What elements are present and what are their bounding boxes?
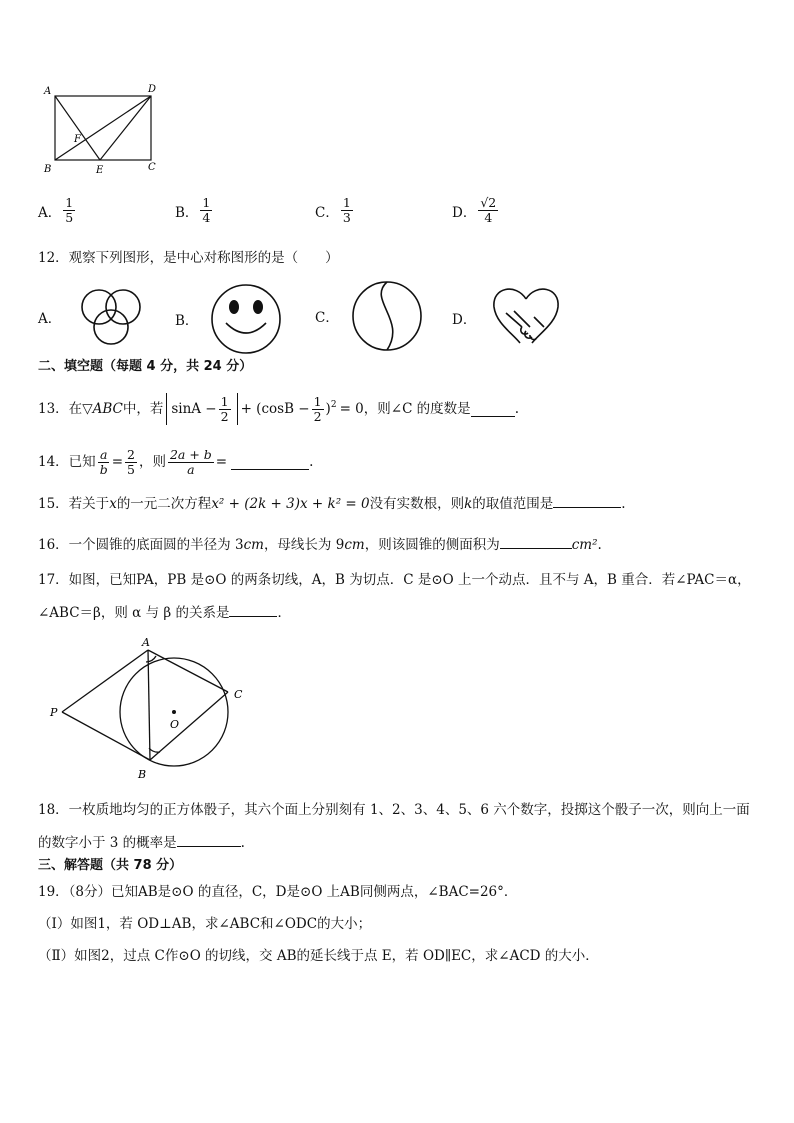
numerator: 2a + b bbox=[169, 446, 212, 462]
option-label: C． bbox=[315, 310, 339, 326]
q11-option-b bbox=[175, 196, 214, 225]
period: ． bbox=[277, 605, 291, 621]
label-O: O bbox=[170, 718, 180, 731]
exponent: 2 bbox=[330, 400, 337, 410]
section-2-heading: 二、填空题（每题 4 分，共 24 分） bbox=[38, 359, 253, 374]
option-label: C． bbox=[315, 204, 339, 221]
q12-stem: 12．观察下列图形，是中心对称图形的是（ ） bbox=[38, 250, 339, 266]
numerator: 2 bbox=[127, 446, 135, 462]
equals: = bbox=[111, 454, 124, 470]
q15-prefix: 15．若关于 bbox=[38, 496, 110, 512]
q16-prefix: 16．一个圆锥的底面圆的半径为 3 bbox=[38, 537, 244, 553]
denominator: 5 bbox=[65, 210, 74, 225]
denominator: 4 bbox=[202, 210, 211, 225]
q17-line2 bbox=[38, 602, 291, 623]
yin-yang-icon bbox=[349, 280, 425, 352]
q15-text: 的一元二次方程 bbox=[116, 496, 212, 512]
q18-text: 的数字小于 3 的概率是 bbox=[38, 835, 177, 851]
cos-expr: + (cosB − bbox=[240, 401, 310, 417]
numerator: a bbox=[99, 446, 108, 462]
q14-text: ，则 bbox=[138, 454, 166, 470]
option-label: B． bbox=[175, 313, 199, 329]
q11-option-d bbox=[452, 196, 500, 225]
answer-blank[interactable] bbox=[471, 402, 515, 417]
q12-option-b bbox=[175, 283, 284, 355]
label-F: F bbox=[74, 134, 81, 145]
equals: = bbox=[215, 454, 228, 470]
unit: cm bbox=[243, 537, 264, 553]
q15 bbox=[38, 493, 626, 514]
label-B: B bbox=[138, 768, 147, 781]
q14-prefix: 14．已知 bbox=[38, 454, 96, 470]
label-C: C bbox=[234, 688, 243, 701]
unit: cm bbox=[344, 537, 365, 553]
answer-blank[interactable] bbox=[177, 832, 241, 847]
label-A: A bbox=[44, 86, 52, 97]
denominator: 5 bbox=[127, 461, 135, 477]
q17-text: ∠ABC＝β，则 α 与 β 的关系是 bbox=[38, 605, 230, 621]
unit: cm² bbox=[571, 537, 598, 553]
answer-blank[interactable] bbox=[500, 534, 572, 549]
q11-option-a bbox=[38, 196, 77, 225]
option-label: A． bbox=[38, 204, 62, 221]
var-k: k bbox=[464, 496, 473, 512]
q19-part2: （Ⅱ）如图2，过点 C作⊙O 的切线，交 AB的延长线于点 E，若 OD∥EC，求∠ACD 的大小． bbox=[38, 948, 599, 964]
q16 bbox=[38, 534, 602, 555]
q16-text: ，则该圆锥的侧面积为 bbox=[364, 537, 500, 553]
q18-line1: 18．一枚质地均匀的正方体骰子，其六个面上分别刻有 1、2、3、4、5、6 六个数字，投掷这个骰子一次，则向上一面 bbox=[38, 802, 750, 818]
sin-expr: sinA − bbox=[171, 401, 217, 417]
label-B: B bbox=[44, 164, 52, 175]
equation: x² + (2k + 3)x + k² = 0 bbox=[211, 496, 370, 512]
heart-handshake-icon bbox=[486, 283, 566, 353]
option-label: A． bbox=[38, 311, 62, 327]
q12-option-c bbox=[315, 280, 425, 352]
q18-line2 bbox=[38, 832, 245, 853]
denominator: 4 bbox=[484, 210, 493, 225]
smiley-face-icon bbox=[208, 283, 284, 355]
option-label: D． bbox=[452, 312, 477, 328]
q17-line1: 17．如图，已知PA，PB 是⊙O 的两条切线，A，B 为切点．C 是⊙O 上一个动点．且不与 A，B 重合．若∠PAC＝α， bbox=[38, 572, 751, 588]
trefoil-icon bbox=[71, 285, 151, 349]
denominator: 2 bbox=[220, 408, 229, 424]
numerator: 1 bbox=[342, 195, 351, 210]
answer-blank[interactable] bbox=[229, 602, 277, 617]
period: . bbox=[514, 401, 519, 417]
label-C: C bbox=[148, 162, 156, 173]
denominator: b bbox=[99, 461, 108, 477]
q19-part1: （Ⅰ）如图1，若 OD⊥AB，求∠ABC和∠ODC的大小； bbox=[38, 916, 372, 932]
denominator: 2 bbox=[313, 408, 322, 424]
numerator: 1 bbox=[65, 195, 74, 210]
denominator: 3 bbox=[342, 210, 351, 225]
circle-tangent-figure bbox=[40, 632, 260, 782]
period: . bbox=[621, 496, 626, 512]
q13-text: 中，若 bbox=[122, 401, 164, 417]
option-label: B． bbox=[175, 204, 199, 221]
label-D: D bbox=[148, 84, 157, 95]
option-label: D． bbox=[452, 204, 477, 221]
triangle-abc: ▽ABC bbox=[82, 401, 123, 417]
period: . bbox=[309, 454, 314, 470]
period: . bbox=[240, 835, 245, 851]
answer-blank[interactable] bbox=[231, 455, 309, 470]
q15-text: 的取值范围是 bbox=[472, 496, 554, 512]
label-A: A bbox=[142, 636, 150, 649]
numerator: 1 bbox=[202, 195, 211, 210]
abs-value bbox=[166, 393, 237, 425]
numerator: 1 bbox=[313, 393, 322, 409]
q13-question: = 0，则∠C 的度数是 bbox=[339, 401, 471, 417]
label-P: P bbox=[50, 706, 58, 719]
q12-option-d bbox=[452, 283, 566, 353]
q16-text: ，母线长为 9 bbox=[263, 537, 345, 553]
q13-prefix: 13．在 bbox=[38, 401, 83, 417]
section-3-heading: 三、解答题（共 78 分） bbox=[38, 858, 183, 873]
q13: 13．在 ▽ABC 中，若 sinA − $\frac{1}{2}$ + (cosB − $\frac{1}{2}$ ) $^2$ = 0，则∠C 的度数是 . bbox=[38, 393, 519, 424]
q15-text: 没有实数根，则 bbox=[369, 496, 465, 512]
q19-line1: 19．（8分）已知AB是⊙O 的直径，C，D是⊙O 上AB同侧两点，∠BAC=26°． bbox=[38, 884, 518, 900]
q14 bbox=[38, 445, 313, 479]
var-x: x bbox=[109, 496, 117, 512]
label-E: E bbox=[96, 165, 104, 176]
period: . bbox=[597, 537, 602, 553]
numerator: √2 bbox=[480, 195, 497, 210]
q12-option-a bbox=[38, 285, 151, 349]
numerator: 1 bbox=[220, 393, 229, 409]
q11-option-c bbox=[315, 196, 355, 225]
rectangle-figure bbox=[38, 80, 168, 180]
denominator: a bbox=[187, 461, 195, 477]
answer-blank[interactable] bbox=[553, 493, 621, 508]
